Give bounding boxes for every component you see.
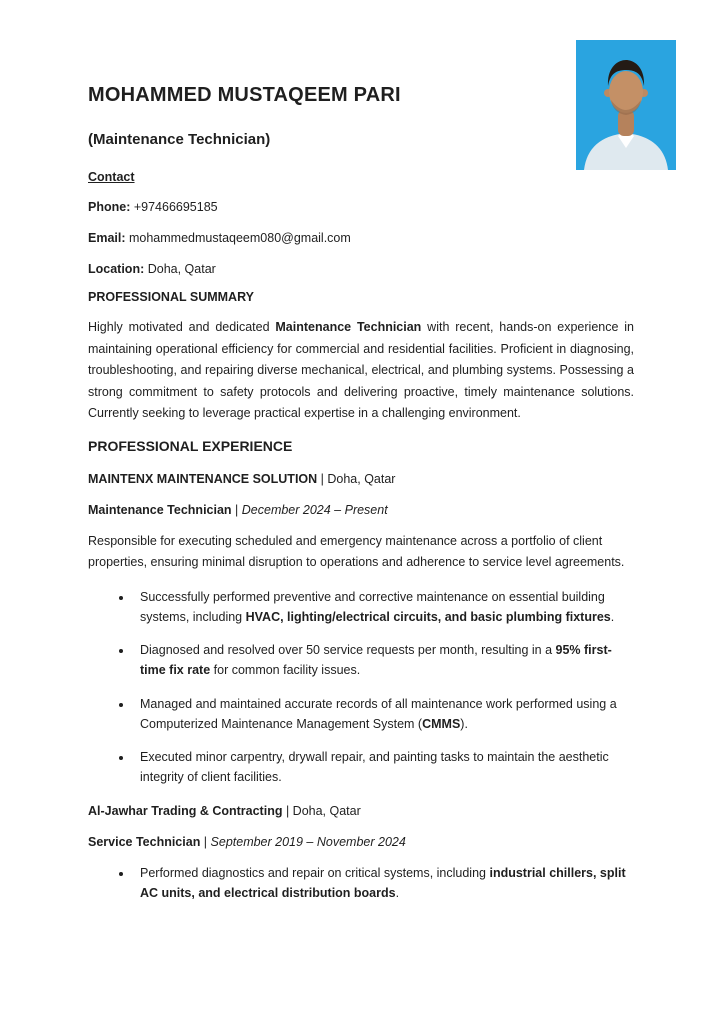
bullet-text-1: Managed and maintained accurate records of all maintenance work performed using a Computerized Maintenance Management System ( (140, 696, 617, 731)
job2-title-line (88, 832, 634, 853)
job2-title: Service Technician (88, 834, 201, 849)
job2-title-separator: | (200, 834, 211, 849)
phone-value: +97466695185 (130, 200, 218, 214)
bullet-text-2: for common facility issues. (210, 663, 361, 678)
job1-bullet-list (88, 587, 634, 788)
bullet-text-2: . (610, 609, 615, 624)
bullet-text-2: ). (460, 716, 468, 731)
job2-company-line (88, 801, 634, 822)
candidate-role: (Maintenance Technician) (88, 131, 271, 148)
bullet-text-2: . (395, 885, 400, 900)
phone-label: Phone: (88, 200, 131, 214)
profile-photo (576, 40, 676, 170)
job2-dates: September 2019 – November 2024 (210, 834, 406, 849)
job1-title: Maintenance Technician (88, 502, 232, 517)
location-line (88, 259, 634, 280)
location-value: Doha, Qatar (144, 262, 216, 276)
summary-text-2: with recent, hands-on experience in maintaining operational efficiency for commercial and residential facilities. Proficient in diagnosing, troubleshooting, and repairing diverse mechanical, electrical, and plumbing systems. Possessing a strong commitment to safety protocols and delivering proactive, timely maintenance solutions. Currently seeking to leverage practical expertise in a challenging environment. (88, 320, 635, 420)
bullet-item (133, 747, 634, 788)
bullet-text-bold: CMMS (422, 716, 461, 731)
portrait-illustration (576, 40, 676, 170)
contact-heading (88, 170, 634, 184)
summary-text-bold: Maintenance Technician (275, 320, 422, 334)
job2-bullet-list (88, 863, 634, 904)
bullet-text-bold: 95% first-time fix rate (140, 643, 612, 678)
bullet-text-1: Performed diagnostics and repair on critical systems, including (140, 865, 490, 880)
job2-company: Al-Jawhar Trading & Contracting (88, 803, 283, 818)
job1-title-line (88, 500, 634, 521)
email-line (88, 228, 634, 249)
bullet-item (133, 863, 634, 904)
job1-company-line (88, 469, 634, 490)
bullet-text-bold: HVAC, lighting/electrical circuits, and basic plumbing fixtures (245, 609, 611, 624)
summary-paragraph (88, 317, 634, 425)
location-label: Location: (88, 262, 145, 276)
job1-title-separator: | (231, 502, 242, 517)
candidate-name: MOHAMMED MUSTAQEEM PARI (88, 84, 401, 106)
summary-text-1: Highly motivated and dedicated (88, 320, 276, 334)
email-value: mohammedmustaqeem080@gmail.com (125, 231, 351, 245)
job1-dates: December 2024 – Present (241, 502, 388, 517)
bullet-item (133, 640, 634, 681)
bullet-text-1: Diagnosed and resolved over 50 service requests per month, resulting in a (140, 643, 556, 657)
bullet-text-1: Successfully performed preventive and corrective maintenance on essential building systems, including (140, 589, 605, 624)
job1-separator: | (317, 471, 328, 486)
bullet-item (133, 694, 634, 735)
phone-line (88, 197, 634, 218)
bullet-text-bold: industrial chillers, split AC units, and electrical distribution boards (140, 865, 626, 900)
job1-company: MAINTENX MAINTENANCE SOLUTION (88, 471, 318, 486)
job1-location: Doha, Qatar (327, 471, 396, 486)
bullet-item (133, 587, 634, 628)
job2-location: Doha, Qatar (292, 803, 361, 818)
job2-separator: | (282, 803, 293, 818)
bullet-text-1: Executed minor carpentry, drywall repair, and painting tasks to maintain the aesthetic integrity of client facilities. (140, 750, 609, 785)
job1-intro-paragraph: Responsible for executing scheduled and emergency maintenance across a portfolio of client properties, ensuring minimal disruption to operations and adherence to service level agreements. (88, 533, 625, 569)
contact-heading-text: Contact (88, 170, 135, 184)
email-label: Email: (88, 231, 126, 245)
experience-heading: PROFESSIONAL EXPERIENCE (88, 437, 293, 454)
summary-heading: PROFESSIONAL SUMMARY (88, 290, 254, 304)
